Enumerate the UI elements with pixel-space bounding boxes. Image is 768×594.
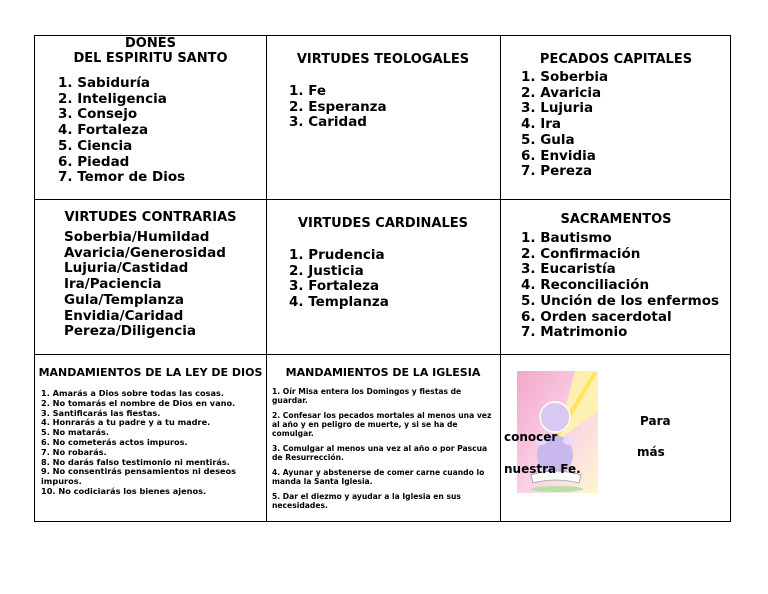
list-item: 2. Esperanza — [289, 98, 387, 115]
contrarias-title: VIRTUDES CONTRARIAS — [64, 210, 237, 225]
list-item: Gula/Templanza — [64, 291, 184, 308]
list-item: 3. Comulgar al menos una vez al año o por Pascua de Resurrección. — [272, 444, 488, 463]
contrarias-list — [64, 230, 266, 340]
cell-teologales — [266, 36, 500, 199]
list-item: 1. Amarás a Dios sobre todas las cosas. — [41, 388, 225, 398]
list-item: Avaricia/Generosidad — [64, 244, 226, 261]
list-item: 3. Consejo — [58, 106, 138, 123]
mandamientos-dios-title: MANDAMIENTOS DE LA LEY DE DIOS — [38, 366, 263, 379]
cell-pecados — [500, 36, 732, 199]
list-item: 3. Fortaleza — [289, 278, 380, 295]
list-item: 2. Justicia — [289, 262, 364, 279]
list-item: 1. Sabiduría — [58, 75, 151, 91]
list-item: 1. Soberbia — [521, 69, 609, 85]
list-item: 6. Orden sacerdotal — [521, 308, 672, 325]
list-item: 3. Lujuria — [521, 100, 594, 117]
dones-title-line1: DONES — [125, 36, 176, 51]
promo-word-conocer: conocer — [504, 430, 558, 444]
list-item: 4. Reconciliación — [521, 277, 650, 294]
list-item: Pereza/Diligencia — [64, 323, 197, 340]
list-item: 1. Oír Misa entera los Domingos y fiestas de guardar. — [272, 387, 462, 406]
promo-word-para: Para — [640, 414, 671, 428]
list-item: 1. Fe — [289, 83, 327, 99]
list-item: 6. Piedad — [58, 153, 130, 170]
sacramentos-title: SACRAMENTOS — [560, 212, 672, 227]
list-item: 5. Unción de los enfermos — [521, 292, 719, 309]
teologales-list — [289, 84, 500, 131]
list-item: 5. No matarás. — [41, 427, 110, 438]
list-item: 3. Caridad — [289, 114, 367, 131]
list-item: 6. Envidia — [521, 147, 596, 164]
list-item: 9. No consentirás pensamientos ni deseos impuros. — [41, 466, 237, 487]
list-item: 4. Templanza — [289, 294, 389, 311]
list-item: Envidia/Caridad — [64, 307, 184, 324]
cell-dones — [35, 36, 266, 199]
pecados-list — [521, 70, 732, 180]
list-item: 7. Temor de Dios — [58, 169, 186, 186]
list-item: 7. Pereza — [521, 163, 593, 180]
mandamientos-dios-list — [41, 389, 260, 497]
list-item: 2. Inteligencia — [58, 90, 167, 107]
cell-mandamientos-dios — [35, 355, 266, 521]
list-item: Lujuria/Castidad — [64, 260, 189, 277]
pecados-title: PECADOS CAPITALES — [539, 52, 693, 67]
list-item: 5. Gula — [521, 131, 575, 148]
mandamientos-iglesia-list — [272, 387, 494, 510]
list-item: 2. No tomarás el nombre de Dios en vano. — [41, 397, 236, 408]
list-item: 5. Ciencia — [58, 137, 133, 154]
list-item: 7. Matrimonio — [521, 324, 628, 341]
sacramentos-list — [521, 231, 732, 341]
list-item: 3. Eucaristía — [521, 261, 616, 278]
cell-contrarias — [35, 200, 266, 354]
list-item: 6. No cometerás actos impuros. — [41, 436, 188, 447]
list-item: 2. Confesar los pecados mortales al menos una vez al año y en peligro de muerte, y si se ha de comulgar. — [272, 410, 492, 439]
list-item: 7. No robarás. — [41, 446, 107, 457]
dones-list — [58, 76, 266, 186]
list-item: 5. Dar el diezmo y ayudar a la Iglesia en sus necesidades. — [272, 491, 461, 511]
list-item: 2. Confirmación — [521, 245, 641, 262]
teologales-title: VIRTUDES TEOLOGALES — [296, 52, 470, 67]
list-item: 10. No codiciarás los bienes ajenos. — [41, 485, 207, 496]
list-item: 1. Prudencia — [289, 247, 385, 263]
cell-sacramentos — [500, 200, 732, 354]
cardinales-title: VIRTUDES CARDINALES — [297, 216, 468, 231]
list-item: 8. No darás falso testimonio ni mentirás. — [41, 456, 230, 467]
cardinales-list — [289, 248, 500, 311]
dones-title-line2: DEL ESPIRITU SANTO — [73, 51, 228, 66]
promo-word-mas: más — [637, 445, 665, 459]
cell-mandamientos-iglesia — [266, 355, 500, 521]
list-item: 4. Honrarás a tu padre y a tu madre. — [41, 417, 211, 428]
list-item: 4. Fortaleza — [58, 122, 149, 139]
promo-word-nuestra-fe: nuestra Fe. — [504, 462, 581, 476]
list-item: 1. Bautismo — [521, 230, 612, 246]
cell-cardinales — [266, 200, 500, 354]
list-item: 4. Ira — [521, 116, 562, 133]
cell-promo — [500, 355, 732, 521]
list-item: 3. Santificarás las fiestas. — [41, 407, 161, 418]
list-item: Soberbia/Humildad — [64, 229, 210, 245]
list-item: Ira/Paciencia — [64, 276, 162, 293]
list-item: 4. Ayunar y abstenerse de comer carne cuando lo manda la Santa Iglesia. — [272, 467, 485, 487]
list-item: 2. Avaricia — [521, 84, 602, 101]
catechism-table — [34, 35, 731, 522]
mandamientos-iglesia-title: MANDAMIENTOS DE LA IGLESIA — [285, 366, 481, 379]
